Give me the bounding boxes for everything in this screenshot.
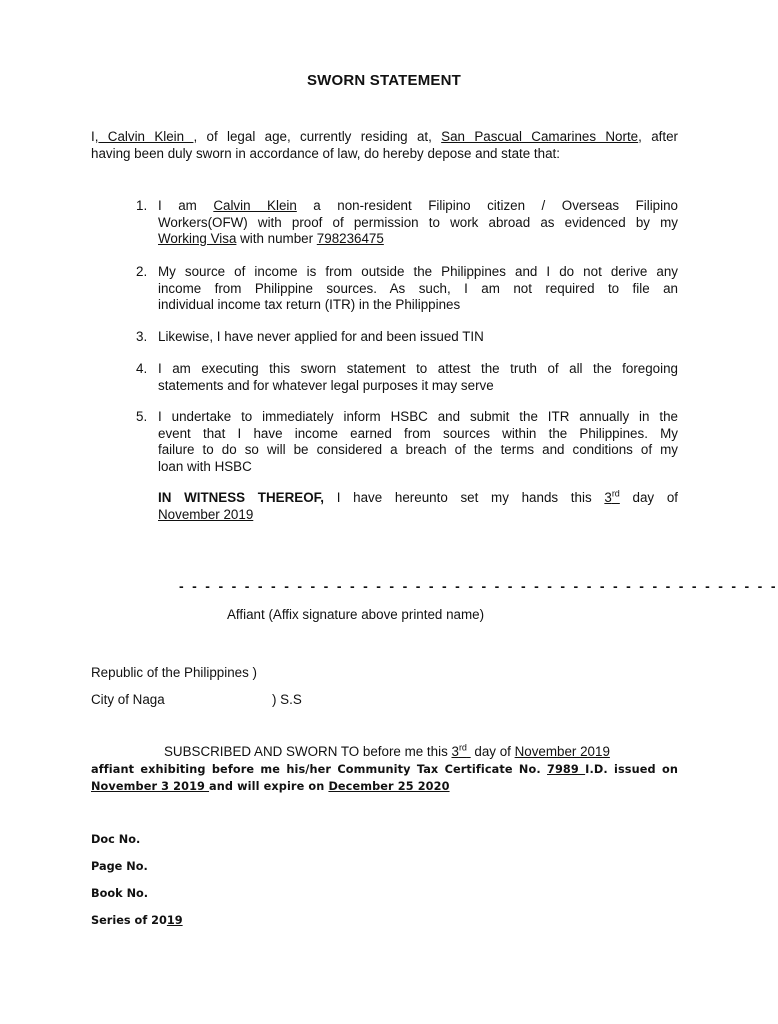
- day-number: 3: [451, 744, 459, 759]
- witness-text: [158, 490, 678, 523]
- jurat-line-2: [91, 761, 678, 778]
- signature-line: - - - - - - - - - - - - - - - - - - - - - - - - - - - - - - - - - - - - - - - - - - - - - -: [179, 578, 778, 594]
- affiant-name: Calvin Klein: [98, 129, 194, 144]
- item-text: [158, 329, 678, 346]
- witness-line: [158, 490, 678, 507]
- item-number: 4.: [136, 361, 148, 376]
- intro-paragraph: [91, 129, 678, 162]
- item-text: [158, 198, 678, 248]
- item-number: 3.: [136, 329, 148, 344]
- witness-line: [158, 507, 678, 524]
- item-line: event that I have income earned from sources within the Philippines. My: [158, 425, 678, 441]
- series-of: [91, 914, 183, 927]
- day-number: 3: [604, 490, 612, 505]
- item-line: statements and for whatever legal purposes it may serve: [158, 377, 494, 393]
- item-text: [158, 361, 678, 394]
- item-line: [158, 198, 678, 215]
- item-number: 2.: [136, 264, 148, 279]
- issued-date: November 3 2019: [91, 780, 210, 793]
- jurat-text: day of: [470, 744, 515, 759]
- affiant-caption: Affiant (Affix signature above printed name): [227, 607, 485, 622]
- ctc-number: 7989: [547, 763, 586, 776]
- item-line: income from Philippine sources. As such, I am not required to file an: [158, 280, 678, 296]
- item-line: My source of income is from outside the Philippines and I do not derive any: [158, 264, 678, 279]
- item-text: [158, 264, 678, 314]
- jurat-text: and will expire on: [209, 780, 329, 793]
- intro-text: I,: [91, 129, 99, 144]
- item-line: Workers(OFW) with proof of permission to work abroad as evidenced by my: [158, 214, 678, 230]
- page-no: Page No.: [91, 860, 148, 873]
- jurat-text: SUBSCRIBED AND SWORN TO before me this: [164, 744, 452, 759]
- venue-republic: Republic of the Philippines ): [91, 665, 257, 680]
- jurat-line-1: [91, 744, 678, 759]
- expiry-date: December 25 2020: [328, 780, 450, 793]
- doc-no: Doc No.: [91, 833, 141, 846]
- item-number: 5.: [136, 409, 148, 424]
- item-number: 1.: [136, 198, 148, 213]
- visa-type: Working Visa: [158, 231, 237, 246]
- jurat-line-3: [91, 778, 678, 795]
- item-line: failure to do so will be considered a breach of the terms and conditions of my: [158, 442, 678, 457]
- witness-text-part: day of: [619, 490, 679, 505]
- item-text: [158, 409, 678, 475]
- item-line: individual income tax return (ITR) in the Philippines: [158, 297, 461, 312]
- intro-text: , after: [638, 129, 678, 144]
- item-line: I undertake to immediately inform HSBC and submit the ITR annually in the: [158, 409, 678, 424]
- item-line: loan with HSBC: [158, 458, 252, 474]
- jurat-day: [451, 744, 470, 759]
- declarant-name: Calvin Klein: [213, 198, 297, 213]
- series-label: Series of 20: [91, 914, 167, 927]
- item-line: I am executing this sworn statement to attest the truth of all the foregoing: [158, 361, 678, 376]
- day-suffix: rd: [611, 488, 620, 499]
- witness-day: [604, 490, 619, 505]
- jurat-ctc: [91, 761, 678, 795]
- item-line: [158, 231, 678, 248]
- witness-heading: IN WITNESS THEREOF,: [158, 490, 325, 505]
- jurat-date: November 2019: [514, 744, 610, 759]
- item-text-part: a non-resident Filipino citizen / Overseas Filipino: [296, 198, 678, 213]
- intro-line-2: having been duly sworn in accordance of law, do hereby depose and state that:: [91, 145, 560, 161]
- witness-date: November 2019: [158, 506, 254, 522]
- venue-ss: ) S.S: [272, 692, 302, 707]
- item-text-part: I am: [158, 198, 214, 213]
- series-year: 19: [166, 914, 183, 927]
- venue-city: City of Naga: [91, 692, 165, 707]
- book-no: Book No.: [91, 887, 149, 900]
- document-title: SWORN STATEMENT: [306, 72, 462, 89]
- visa-number: 798236475: [316, 231, 384, 246]
- item-text-part: with number: [236, 231, 317, 246]
- jurat-text: affiant exhibiting before me his/her Community Tax Certificate No.: [91, 763, 548, 776]
- item-line: Likewise, I have never applied for and been issued TIN: [158, 329, 484, 344]
- jurat-text: I.D. issued on: [585, 763, 678, 776]
- intro-line-1: [91, 129, 678, 146]
- residence-address: San Pascual Camarines Norte: [441, 129, 639, 144]
- day-suffix: rd: [458, 742, 467, 753]
- witness-text-part: I have hereunto set my hands this: [324, 490, 605, 505]
- intro-text: , of legal age, currently residing at,: [193, 129, 442, 144]
